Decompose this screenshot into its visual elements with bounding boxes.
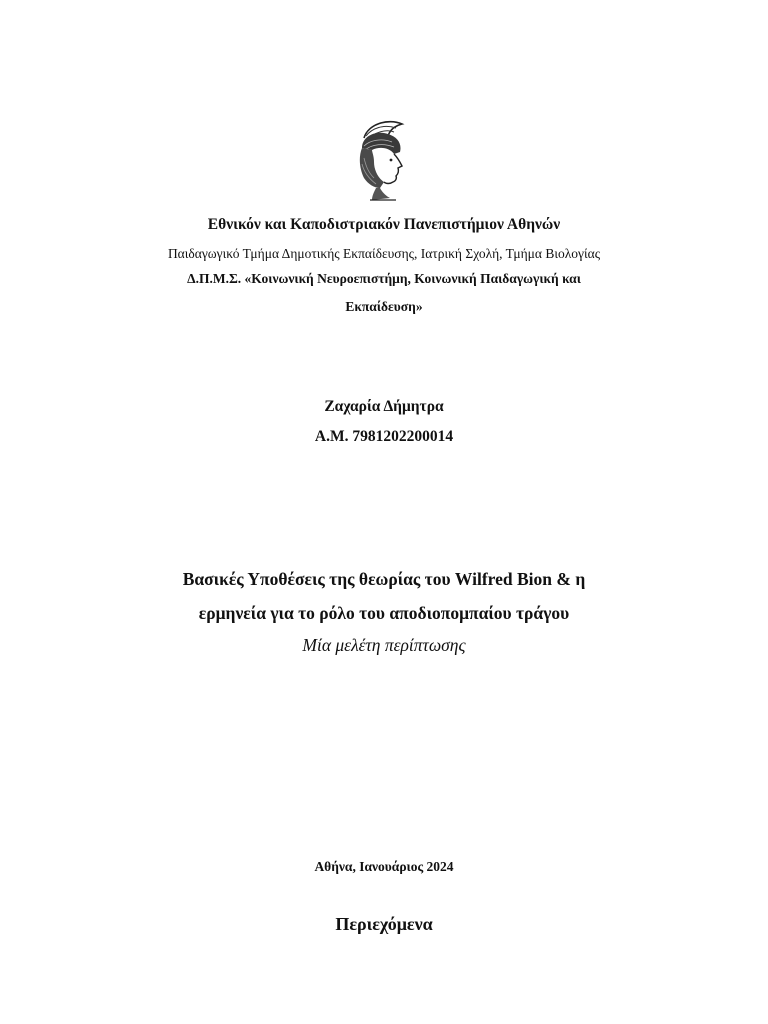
program-name-line-1: Δ.Π.Μ.Σ. «Κοινωνική Νευροεπιστήμη, Κοινωνική Παιδαγωγική και xyxy=(187,271,581,286)
student-id: Α.Μ. 7981202200014 xyxy=(314,428,454,445)
departments-line: Παιδαγωγικό Τμήμα Δημοτικής Εκπαίδευσης, Ιατρική Σχολή, Τμήμα Βιολογίας xyxy=(167,246,601,261)
thesis-title-line-2: ερμηνεία για το ρόλο του αποδιοπομπαίου τράγου xyxy=(198,603,570,623)
place-and-date: Αθήνα, Ιανουάριος 2024 xyxy=(314,859,454,874)
program-name-line-2: Εκπαίδευση» xyxy=(345,299,423,314)
contents-heading: Περιεχόμενα xyxy=(335,914,433,934)
thesis-subtitle: Μία μελέτη περίπτωσης xyxy=(302,635,466,655)
author-name: Ζαχαρία Δήμητρα xyxy=(324,398,444,415)
university-name: Εθνικόν και Καποδιστριακόν Πανεπιστήμιον Αθηνών xyxy=(207,216,561,233)
athena-head-logo xyxy=(350,118,416,202)
thesis-title-line-1: Βασικές Υποθέσεις της θεωρίας του Wilfred Bion & η xyxy=(182,569,586,589)
